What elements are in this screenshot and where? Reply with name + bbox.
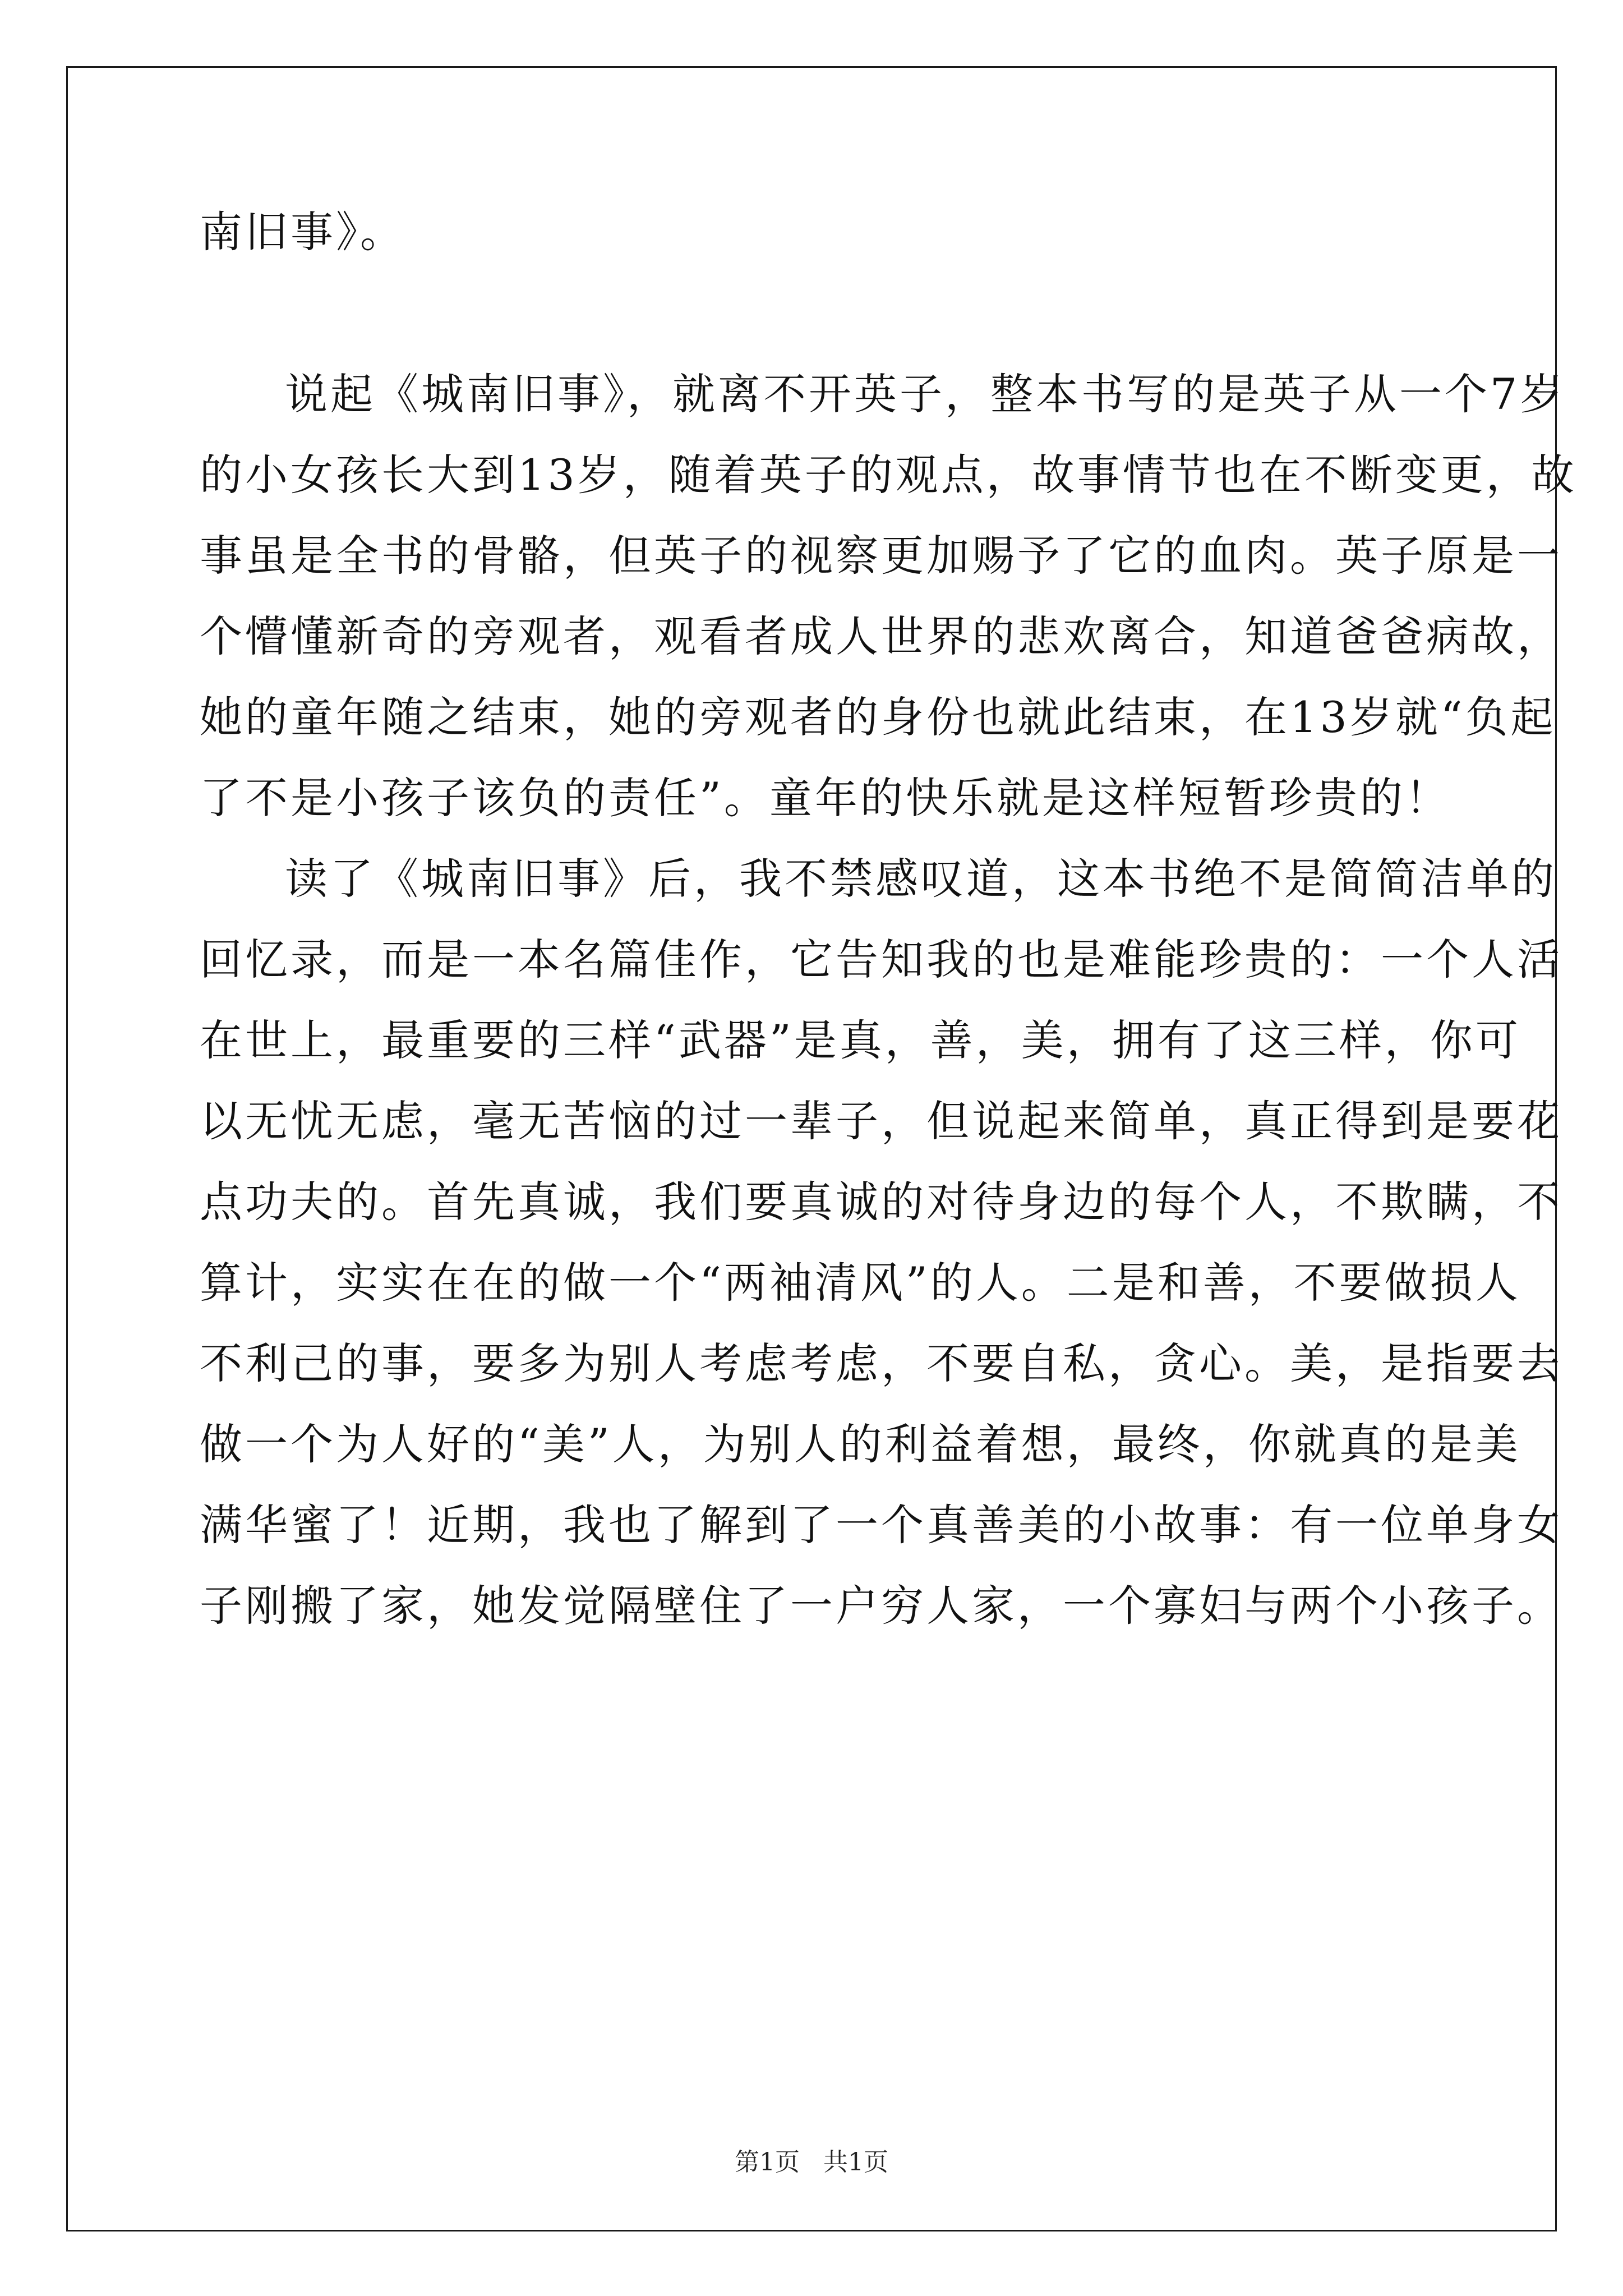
text-line: 算计，实实在在的做一个“两袖清风”的人。二是和善，不要做损人 — [200, 1258, 1521, 1308]
text-line: 了不是小孩子该负的责任”。童年的快乐就是这样短暂珍贵的！ — [200, 773, 1451, 823]
text-line: 在世上，最重要的三样“武器”是真，善，美，拥有了这三样，你可 — [200, 1015, 1521, 1065]
text-line: 读了《城南旧事》后，我不禁感叹道，这本书绝不是简简洁单的 — [285, 854, 1557, 904]
text-line: 满华蜜了！近期，我也了解到了一个真善美的小故事：有一位单身女 — [200, 1500, 1562, 1550]
text-line: 她的童年随之结束，她的旁观者的身份也就此结束，在13岁就“负起 — [200, 692, 1556, 742]
text-line: 回忆录，而是一本名篇佳作，它告知我的也是难能珍贵的：一个人活 — [200, 935, 1562, 984]
text-line: 说起《城南旧事》，就离不开英子，整本书写的是英子从一个7岁 — [285, 369, 1566, 419]
text-line: 以无忧无虑，毫无苦恼的过一辈子，但说起来简单，真正得到是要花 — [200, 1096, 1562, 1146]
text-line: 子刚搬了家，她发觉隔壁住了一户穷人家，一个寡妇与两个小孩子。 — [200, 1581, 1562, 1631]
text-line: 不利己的事，要多为别人考虑考虑，不要自私，贪心。美，是指要去 — [200, 1338, 1562, 1388]
text-line: 点功夫的。首先真诚，我们要真诚的对待身边的每个人，不欺瞒，不 — [200, 1177, 1562, 1227]
text-line: 个懵懂新奇的旁观者，观看者成人世界的悲欢离合，知道爸爸病故， — [200, 611, 1562, 661]
text-line: 事虽是全书的骨骼，但英子的视察更加赐予了它的血肉。英子原是一 — [200, 531, 1562, 581]
text-line: 做一个为人好的“美”人，为别人的利益着想，最终，你就真的是美 — [200, 1419, 1521, 1469]
text-line: 南旧事》。 — [200, 207, 405, 257]
text-line: 的小女孩长大到13岁，随着英子的观点，故事情节也在不断变更，故 — [200, 450, 1577, 500]
page-footer: 第1页 共1页 — [735, 2148, 888, 2177]
